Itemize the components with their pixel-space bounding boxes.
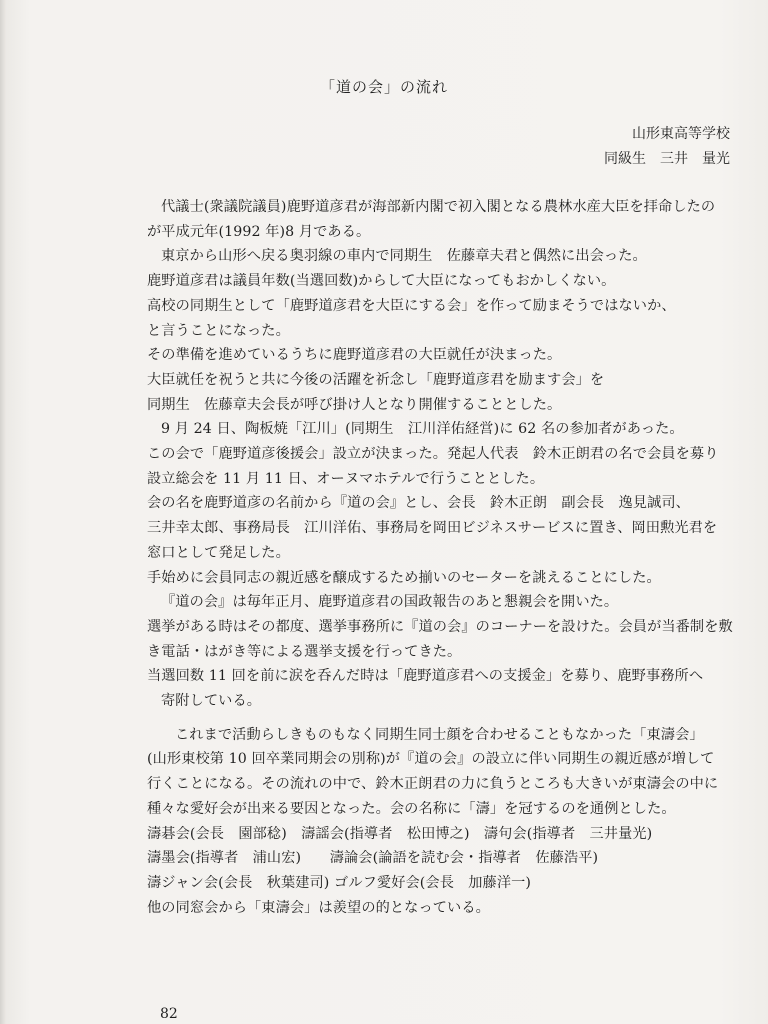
body-line: 行くことになる。その流れの中で、鈴木正朗君の力に負うところも大きいが東濤会の中に xyxy=(147,776,719,793)
body-line: 手始めに会員同志の親近感を醸成するため揃いのセーターを誂えることにした。 xyxy=(147,569,661,586)
body-line: 当選回数 11 回を前に涙を呑んだ時は「鹿野道彦君への支援金」を募り、鹿野事務所へ xyxy=(147,668,704,685)
body-line: 大臣就任を祝うと共に今後の活躍を祈念し「鹿野道彦君を励ます会」を xyxy=(147,371,605,388)
author-school: 山形東高等学校 xyxy=(632,126,730,142)
body-line: が平成元年(1992 年)8 月である。 xyxy=(147,223,371,240)
page-spine-shadow xyxy=(0,0,6,1024)
body-line: 高校の同期生として「鹿野道彦君を大臣にする会」を作って励まそうではないか、 xyxy=(147,297,676,314)
body-line: 濤碁会(会長 園部稔) 濤謡会(指導者 松田博之) 濤句会(指導者 三井量光) xyxy=(147,825,653,842)
body-line: と言うことになった。 xyxy=(147,322,290,339)
body-line: 会の名を鹿野道彦の名前から『道の会』とし、会長 鈴木正朗 副会長 逸見誠司、 xyxy=(147,495,690,512)
body-line: 他の同窓会から「東濤会」は羨望の的となっている。 xyxy=(147,899,490,916)
body-line: この会で「鹿野道彦後援会」設立が決まった。発起人代表 鈴木正朗君の名で会員を募り xyxy=(147,446,719,463)
body-line: き電話・はがき等による選挙支援を行ってきた。 xyxy=(147,643,462,660)
body-line: 濤ジャン会(会長 秋葉建司) ゴルフ愛好会(会長 加藤洋一) xyxy=(147,874,532,891)
body-line: これまで活動らしきものもなく同期生同士顔を合わせることもなかった「東濤会」 xyxy=(175,726,704,743)
body-line: 種々な愛好会が出来る要因となった。会の名称に「濤」を冠するのを通例とした。 xyxy=(147,800,676,817)
body-line: 濤墨会(指導者 浦山宏) 濤論会(論語を読む会・指導者 佐藤浩平) xyxy=(147,850,599,867)
body-line: 選挙がある時はその都度、選挙事務所に『道の会』のコーナーを設けた。会員が当番制を敷 xyxy=(147,618,733,635)
body-line: 9 月 24 日、陶板焼「江川」(同期生 江川洋佑経営)に 62 名の参加者があった。 xyxy=(161,421,684,438)
body-line: 代議士(衆議院議員)鹿野道彦君が海部新内閣で初入閣となる農林水産大臣を拝命したの xyxy=(161,199,716,215)
body-line: (山形東校第 10 回卒業同期会の別称)が『道の会』の設立に伴い同期生の親近感が増して xyxy=(147,751,715,768)
body-line: その準備を進めているうちに鹿野道彦君の大臣就任が決まった。 xyxy=(147,347,562,364)
body-line: 三井幸太郎、事務局長 江川洋佑、事務局を岡田ビジネスサービスに置き、岡田勲光君を xyxy=(147,520,718,537)
article-body xyxy=(147,195,747,920)
author-byline: 同級生 三井 量光 xyxy=(604,151,730,167)
page-title: 「道の会」の流れ xyxy=(319,78,448,96)
body-line: 設立総会を 11 月 11 日、オーヌマホテルで行うこととした。 xyxy=(147,470,545,487)
body-line: 窓口として発足した。 xyxy=(147,544,290,561)
body-line: 寄附している。 xyxy=(161,693,262,710)
body-line: 東京から山形へ戻る奥羽線の車内で同期生 佐藤章夫君と偶然に出会った。 xyxy=(161,248,647,265)
body-line: 同期生 佐藤章夫会長が呼び掛け人となり開催することとした。 xyxy=(147,396,562,413)
page-number: 82 xyxy=(160,1006,178,1022)
body-line: 『道の会』は毎年正月、鹿野道彦君の国政報告のあと懇親会を開いた。 xyxy=(161,594,619,611)
body-line: 鹿野道彦君は議員年数(当選回数)からして大臣になってもおかしくない。 xyxy=(147,273,616,290)
